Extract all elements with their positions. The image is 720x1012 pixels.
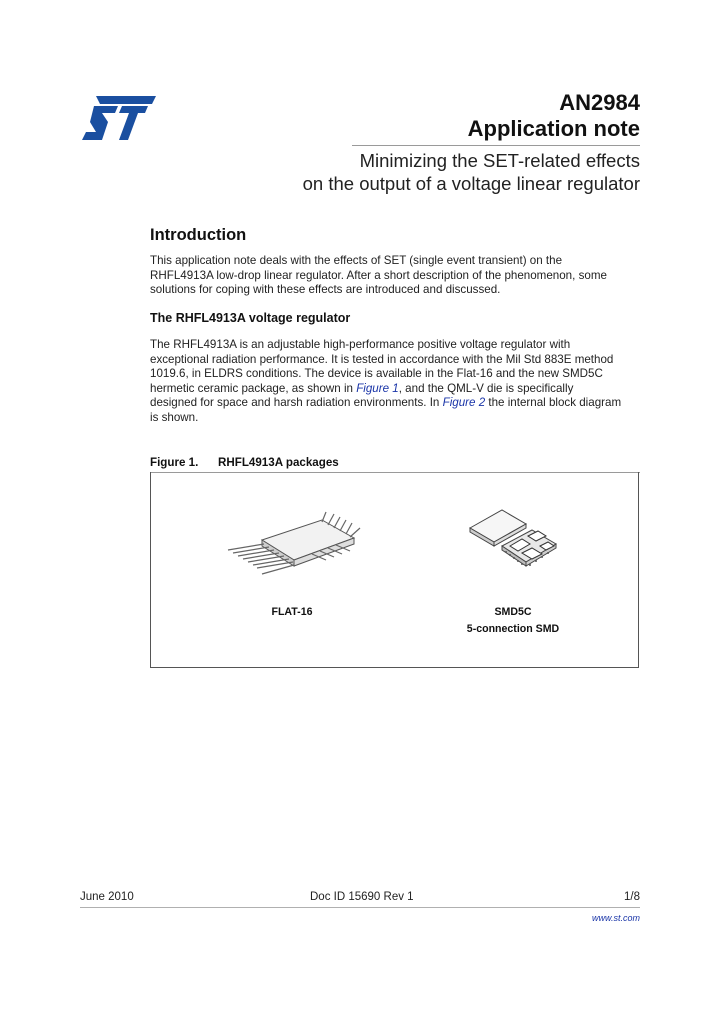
document-subtitle bbox=[303, 149, 640, 195]
intro-line-1: This application note deals with the effects of SET (single event transient) on the bbox=[150, 254, 563, 267]
section-line-4 bbox=[150, 382, 642, 397]
intro-line-2: RHFL4913A low-drop linear regulator. After a short description of the phenomenon, some bbox=[150, 268, 607, 282]
smd5c-label: SMD5C bbox=[494, 606, 532, 618]
section-line-3: 1019.6, in ELDRS conditions. The device is available in the Flat-16 and the new SMD5C bbox=[150, 367, 603, 381]
document-type: Application note bbox=[467, 116, 640, 141]
title-block bbox=[468, 90, 640, 142]
section-line-5 bbox=[150, 396, 642, 411]
line-5-text-b: the internal block diagram bbox=[485, 396, 622, 410]
line-4-text-a: hermetic ceramic package, as shown in bbox=[150, 381, 357, 395]
section-line-2: exceptional radiation performance. It is tested in accordance with the Mil Std 883E method bbox=[150, 352, 614, 366]
intro-line-3: solutions for coping with these effects are introduced and discussed. bbox=[150, 283, 501, 297]
subtitle-line-2: on the output of a voltage linear regulator bbox=[302, 173, 640, 194]
footer-rule bbox=[80, 907, 640, 908]
footer-website-link[interactable]: www.st.com bbox=[591, 913, 640, 923]
figure-2-link[interactable]: Figure 2 bbox=[442, 396, 486, 410]
footer-doc-ref: Doc ID 15690 Rev 1 bbox=[310, 891, 414, 903]
smd5c-package-image bbox=[466, 506, 560, 578]
subtitle-line-1: Minimizing the SET-related effects bbox=[359, 150, 640, 171]
introduction-heading: Introduction bbox=[150, 226, 247, 244]
figure-1-link[interactable]: Figure 1 bbox=[356, 381, 399, 395]
line-5-text-a: designed for space and harsh radiation environments. In bbox=[150, 396, 443, 410]
line-4-text-b: , and the QML-V die is specifically bbox=[398, 381, 574, 395]
document-id: AN2984 bbox=[559, 90, 640, 115]
introduction-paragraph bbox=[150, 254, 642, 298]
figure-caption bbox=[150, 456, 339, 469]
figure-title: RHFL4913A packages bbox=[218, 456, 339, 469]
flat16-package-image bbox=[222, 510, 366, 588]
title-rule bbox=[352, 145, 640, 146]
smd5c-sublabel: 5-connection SMD bbox=[466, 623, 560, 635]
figure-number: Figure 1. bbox=[150, 456, 199, 469]
footer-date: June 2010 bbox=[80, 891, 134, 903]
footer-page-number: 1/8 bbox=[624, 891, 640, 903]
section-line-1: The RHFL4913A is an adjustable high-performance positive voltage regulator with bbox=[150, 338, 571, 351]
flat16-label: FLAT-16 bbox=[271, 606, 313, 618]
section-line-6: is shown. bbox=[150, 410, 199, 424]
section-paragraph bbox=[150, 338, 642, 426]
section-heading: The RHFL4913A voltage regulator bbox=[150, 311, 351, 325]
st-logo bbox=[82, 96, 156, 140]
